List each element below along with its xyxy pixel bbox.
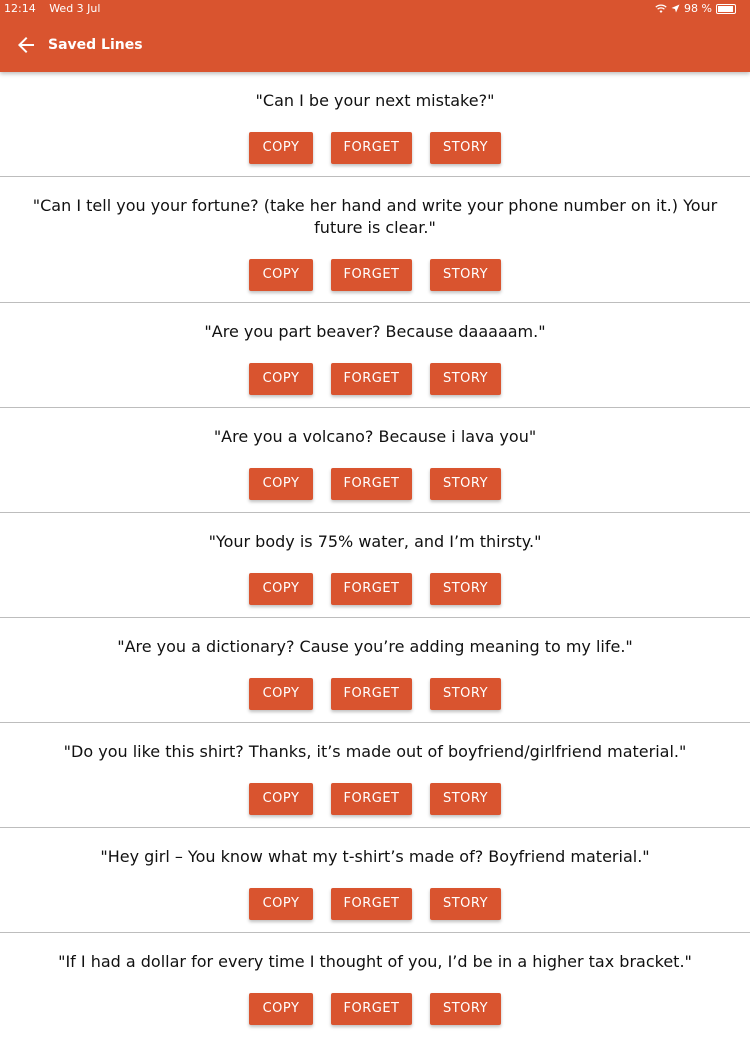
line-actions — [0, 993, 750, 1025]
line-actions — [0, 468, 750, 500]
status-time: 12:14 — [4, 2, 36, 15]
story-button[interactable]: STORY — [430, 888, 501, 920]
arrow-left-icon[interactable] — [14, 33, 38, 57]
forget-button[interactable]: FORGET — [331, 132, 412, 164]
saved-lines-list — [0, 72, 750, 1038]
line-actions — [0, 363, 750, 395]
list-item — [0, 177, 750, 303]
status-date: Wed 3 Jul — [49, 2, 101, 15]
copy-button[interactable]: COPY — [249, 363, 313, 395]
line-text: "Are you a dictionary? Cause you’re adding meaning to my life." — [117, 637, 633, 656]
line-text: "If I had a dollar for every time I thought of you, I’d be in a higher tax bracket." — [58, 952, 692, 971]
copy-button[interactable]: COPY — [249, 259, 313, 291]
line-actions — [0, 783, 750, 815]
line-text: "Are you part beaver? Because daaaaam." — [204, 322, 546, 341]
page-title: Saved Lines — [48, 37, 143, 53]
list-item — [0, 72, 750, 177]
line-text: "Can I tell you your fortune? (take her hand and write your phone number on it.) Your future is clear." — [32, 196, 718, 237]
line-actions — [0, 259, 750, 291]
status-bar-right — [655, 2, 736, 15]
copy-button[interactable]: COPY — [249, 783, 313, 815]
list-item — [0, 828, 750, 933]
forget-button[interactable]: FORGET — [331, 678, 412, 710]
forget-button[interactable]: FORGET — [331, 573, 412, 605]
list-item — [0, 303, 750, 408]
copy-button[interactable]: COPY — [249, 888, 313, 920]
copy-button[interactable]: COPY — [249, 573, 313, 605]
story-button[interactable]: STORY — [430, 259, 501, 291]
line-text: "Are you a volcano? Because i lava you" — [213, 427, 537, 446]
line-text: "Can I be your next mistake?" — [255, 91, 495, 110]
status-bar-left — [4, 2, 100, 15]
line-text: "Your body is 75% water, and I’m thirsty." — [208, 532, 542, 551]
story-button[interactable]: STORY — [430, 783, 501, 815]
copy-button[interactable]: COPY — [249, 678, 313, 710]
story-button[interactable]: STORY — [430, 363, 501, 395]
story-button[interactable]: STORY — [430, 678, 501, 710]
location-icon — [671, 4, 680, 13]
forget-button[interactable]: FORGET — [331, 259, 412, 291]
line-actions — [0, 888, 750, 920]
battery-icon — [716, 4, 736, 14]
line-text: "Do you like this shirt? Thanks, it’s made out of boyfriend/girlfriend material." — [63, 742, 687, 761]
list-item — [0, 408, 750, 513]
story-button[interactable]: STORY — [430, 993, 501, 1025]
copy-button[interactable]: COPY — [249, 132, 313, 164]
forget-button[interactable]: FORGET — [331, 993, 412, 1025]
battery-percent: 98 % — [684, 2, 712, 15]
list-item — [0, 618, 750, 723]
story-button[interactable]: STORY — [430, 468, 501, 500]
line-actions — [0, 132, 750, 164]
list-item — [0, 723, 750, 828]
list-item — [0, 513, 750, 618]
forget-button[interactable]: FORGET — [331, 468, 412, 500]
line-actions — [0, 678, 750, 710]
forget-button[interactable]: FORGET — [331, 888, 412, 920]
line-actions — [0, 573, 750, 605]
wifi-icon — [655, 4, 667, 14]
story-button[interactable]: STORY — [430, 573, 501, 605]
list-item — [0, 933, 750, 1038]
copy-button[interactable]: COPY — [249, 993, 313, 1025]
copy-button[interactable]: COPY — [249, 468, 313, 500]
line-text: "Hey girl – You know what my t-shirt’s made of? Boyfriend material." — [100, 847, 650, 866]
story-button[interactable]: STORY — [430, 132, 501, 164]
app-header — [0, 0, 750, 72]
forget-button[interactable]: FORGET — [331, 783, 412, 815]
forget-button[interactable]: FORGET — [331, 363, 412, 395]
